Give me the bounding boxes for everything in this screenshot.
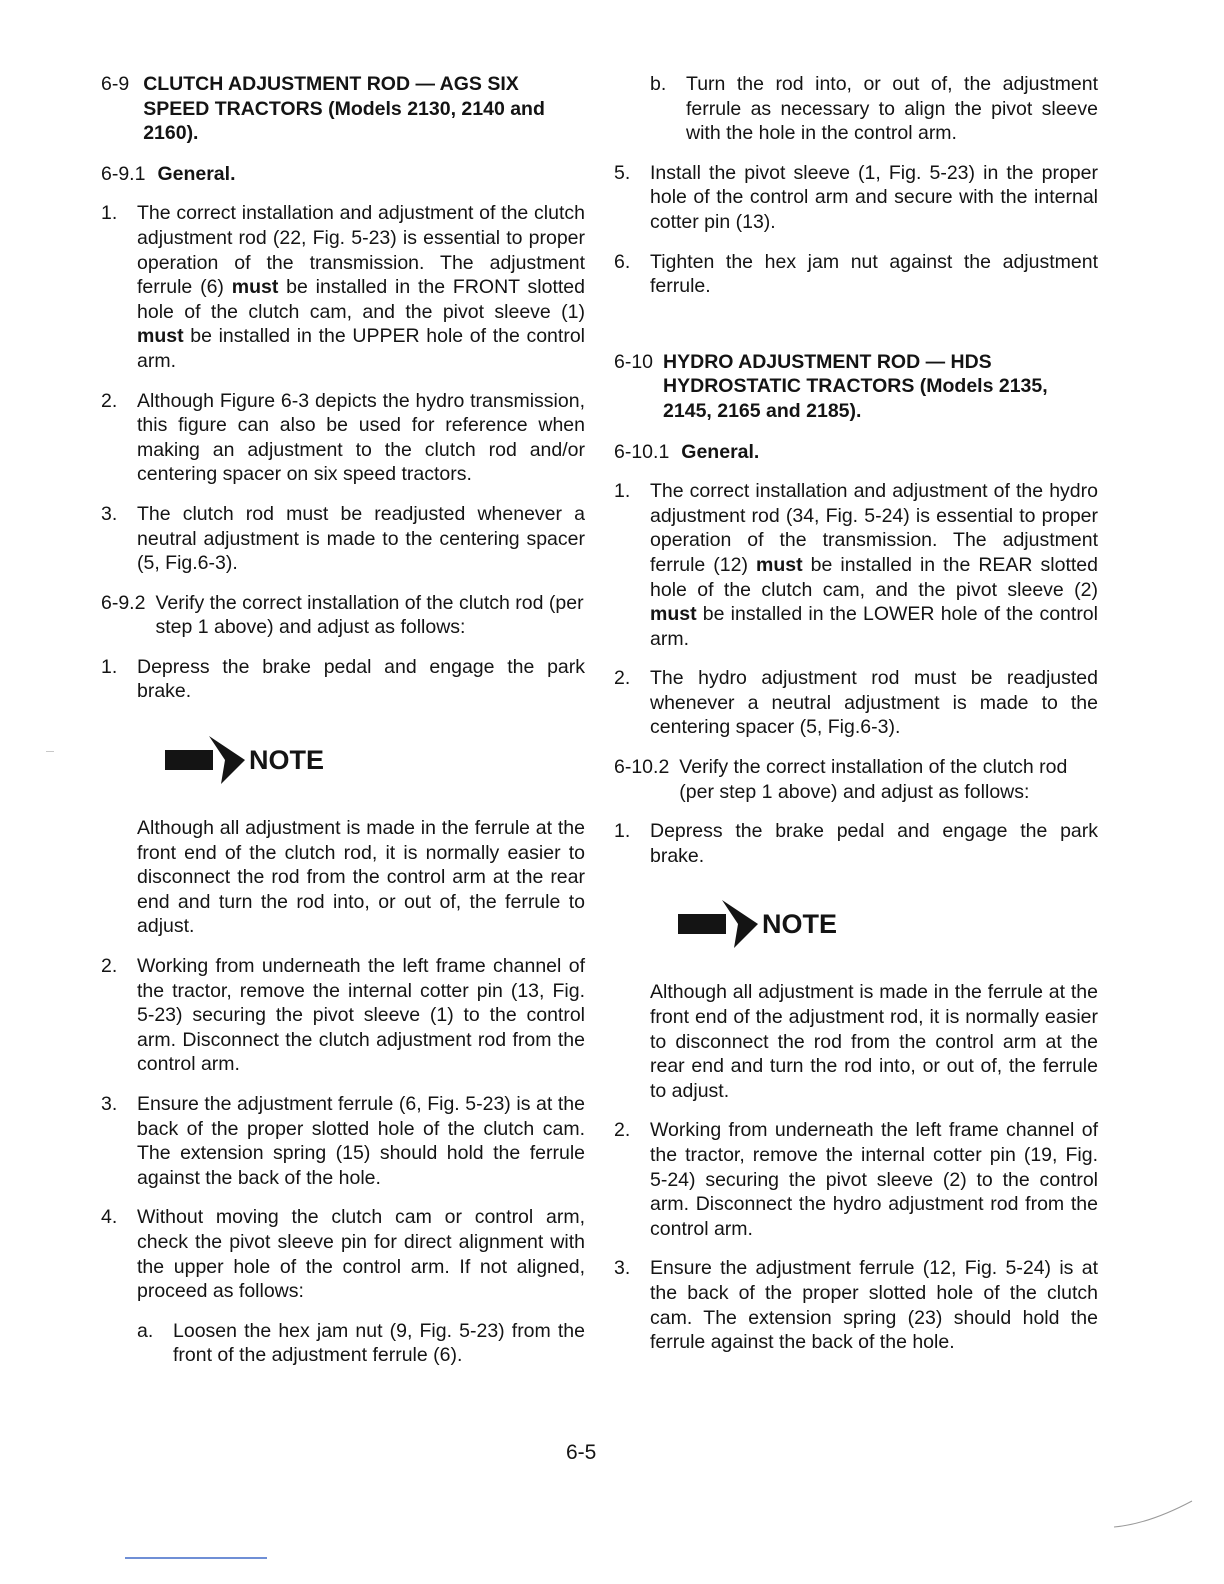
subsection-6-10-2	[614, 755, 1098, 804]
list-marker: 3.	[101, 1093, 118, 1115]
section-number: 6-10	[614, 350, 654, 373]
list-item	[614, 161, 1098, 235]
list-marker: b.	[650, 73, 667, 95]
list-marker: 4.	[101, 1206, 118, 1229]
subsection-text: Verify the correct installation of the clutch rod (per step 1 above) and adjust as follows:	[679, 756, 1068, 803]
note-arrow-icon	[678, 900, 758, 948]
subsection-text: Verify the correct installation of the clutch rod (per step 1 above) and adjust as follows:	[155, 591, 584, 639]
list-text: The hydro adjustment rod must be readjusted whenever a neutral adjustment is made to the centering spacer (5, Fig.6-3).	[650, 667, 1098, 739]
emphasis: must	[756, 553, 803, 576]
subsection-number: 6-10.1	[614, 440, 670, 463]
list-text: Depress the brake pedal and engage the park brake.	[137, 655, 585, 703]
subsection-title: General.	[157, 162, 236, 185]
spacer	[614, 314, 1098, 350]
list-item	[614, 250, 1098, 299]
list-item	[101, 655, 585, 704]
list-text: Working from underneath the left frame channel of the tractor, remove the internal cotter pin (19, Fig. 5-24) securing the pivot sleeve (2) to the control arm. Disconnect the hydro adjustment rod from the control arm.	[650, 1119, 1098, 1240]
section-title: HYDRO ADJUSTMENT ROD — HDS HYDROSTATIC TRACTORS (Models 2135, 2145, 2165 and 2185).	[663, 350, 1048, 422]
list-text: Tighten the hex jam nut against the adjustment ferrule.	[650, 250, 1098, 298]
list-item	[101, 502, 585, 576]
text-run: be installed in the FRONT slotted hole of the clutch cam, and the pivot sleeve (1)	[137, 276, 585, 323]
subsection-number: 6-9.1	[101, 162, 146, 185]
list-item	[614, 819, 1098, 868]
list-text: Working from underneath the left frame channel of the tractor, remove the internal cotter pin (13, Fig. 5-23) securing the pivot sleeve (1) to the control arm. Disconnect the clutch adjustment rod from the control arm.	[137, 955, 585, 1076]
list-marker: 2.	[101, 389, 118, 412]
list-marker: 3.	[101, 502, 118, 525]
list-marker: 1.	[614, 480, 631, 503]
emphasis: must	[650, 603, 697, 626]
text-run: The correct installation and adjustment of the hydro adjustment rod (34, Fig. 5-24) is essential to proper operation of the transmission. The adjustment ferrule (12)	[650, 480, 1098, 576]
left-column	[101, 72, 585, 1383]
section-6-9-heading	[101, 72, 585, 146]
list-marker: 6.	[614, 250, 631, 273]
note-label: NOTE	[249, 744, 325, 775]
note-text: Although all adjustment is made in the ferrule at the front end of the adjustment rod, it is normally easier to disconnect the rod from the control arm at the rear end and turn the rod into, or out of, the ferrule to adjust.	[650, 981, 1098, 1102]
list-text: Although Figure 6-3 depicts the hydro transmission, this figure can also be used for reference when making an adjustment to the clutch rod and/or centering spacer on six speed tractors.	[137, 389, 585, 486]
subsection-title: General.	[681, 440, 760, 463]
right-column	[614, 72, 1098, 1370]
list-item	[614, 1118, 1098, 1241]
list-text: Depress the brake pedal and engage the park brake.	[650, 820, 1098, 867]
note-arrow-icon	[165, 736, 245, 784]
list-marker: 2.	[101, 955, 118, 978]
note-callout	[165, 736, 585, 784]
scan-pencil-mark	[1112, 1497, 1196, 1531]
subsection-6-10-1-heading	[614, 440, 1098, 465]
list-marker: 2.	[614, 1119, 631, 1142]
list-item	[101, 389, 585, 487]
list-marker: 1.	[101, 655, 118, 678]
list-item	[101, 954, 585, 1077]
sub-list-item	[137, 1319, 585, 1368]
text-run: be installed in the REAR slotted hole of the clutch cam, and the pivot sleeve (2)	[650, 553, 1098, 601]
note-callout	[678, 900, 1098, 948]
subsection-number: 6-9.2	[101, 591, 146, 614]
list-marker: 1.	[101, 202, 118, 225]
text-run: The correct installation and adjustment of the clutch adjustment rod (22, Fig. 5-23) is essential to proper operation of the transmission. The adjustment ferrule (6)	[137, 202, 585, 299]
section-6-10-heading	[614, 350, 1098, 424]
emphasis: must	[231, 276, 279, 299]
subsection-6-9-1-heading	[101, 162, 585, 187]
section-title: CLUTCH ADJUSTMENT ROD — AGS SIX SPEED TRACTORS (Models 2130, 2140 and 2160).	[143, 73, 545, 145]
note-text: Although all adjustment is made in the ferrule at the front end of the clutch rod, it is normally easier to disconnect the rod from the control arm at the rear end and turn the rod into, or out of, the ferrule to adjust.	[137, 817, 585, 938]
scan-mark	[46, 751, 54, 752]
list-text: Without moving the clutch cam or control arm, check the pivot sleeve pin for direct alignment with the upper hole of the control arm. If not aligned, proceed as follows:	[137, 1206, 585, 1303]
list-marker: 2.	[614, 667, 631, 690]
list-item	[614, 1256, 1098, 1354]
list-marker: 1.	[614, 820, 631, 843]
list-text: The clutch rod must be readjusted whenever a neutral adjustment is made to the centering spacer (5, Fig.6-3).	[137, 502, 585, 575]
subsection-6-9-2	[101, 591, 585, 640]
list-text: Install the pivot sleeve (1, Fig. 5-23) in the proper hole of the control arm and secure with the internal cotter pin (13).	[650, 161, 1098, 233]
list-text: Ensure the adjustment ferrule (12, Fig. 5-24) is at the back of the proper slotted hole of the clutch cam. The extension spring (23) should hold the ferrule against the back of the hole.	[650, 1257, 1098, 1354]
page-number: 6-5	[566, 1441, 597, 1464]
subsection-number: 6-10.2	[614, 756, 670, 779]
list-item	[101, 201, 585, 373]
list-text: Loosen the hex jam nut (9, Fig. 5-23) from the front of the adjustment ferrule (6).	[173, 1319, 585, 1367]
list-item	[614, 666, 1098, 740]
emphasis: must	[137, 325, 184, 348]
list-marker: 3.	[614, 1257, 631, 1280]
bottom-rule	[125, 1557, 267, 1559]
list-text: Ensure the adjustment ferrule (6, Fig. 5-23) is at the back of the proper slotted hole of the clutch cam. The extension spring (15) should hold the ferrule against the back of the hole.	[137, 1093, 585, 1189]
list-marker: a.	[137, 1319, 154, 1342]
text-run: be installed in the LOWER hole of the control arm.	[650, 603, 1098, 650]
list-item	[101, 1092, 585, 1190]
list-text: Turn the rod into, or out of, the adjustment ferrule as necessary to align the pivot sleeve with the hole in the control arm.	[686, 73, 1098, 145]
section-number: 6-9	[101, 73, 130, 95]
note-label: NOTE	[762, 909, 838, 940]
list-marker: 5.	[614, 161, 631, 184]
sub-list-item	[650, 72, 1098, 146]
list-item	[614, 479, 1098, 651]
list-text	[650, 479, 1098, 651]
text-run: be installed in the UPPER hole of the control arm.	[137, 325, 585, 372]
list-item	[101, 1205, 585, 1303]
list-text	[137, 201, 585, 373]
